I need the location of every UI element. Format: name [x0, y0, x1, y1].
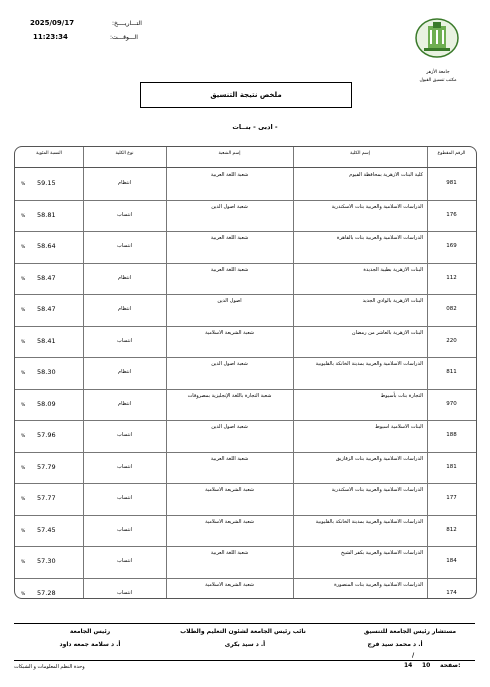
- cell-division: شعبة اصول الدين: [211, 361, 248, 367]
- cell-division: شعبة اللغة العربية: [210, 235, 249, 241]
- slash-mark: /: [412, 652, 415, 659]
- table-row: [15, 200, 476, 233]
- cell-college: البنات الازهرية بالوادي الجديد: [362, 298, 423, 304]
- cell-percent: 57.28: [37, 588, 56, 597]
- cell-unit: %: [21, 308, 26, 313]
- cell-percent: 58.41: [37, 336, 56, 345]
- cell-college: الدراسات الاسلامية والعربية بمدينة الخانكة بالقليوبية: [315, 518, 423, 525]
- cell-unit: %: [21, 213, 26, 219]
- cell-percent: 58.64: [37, 242, 56, 250]
- cell-division: شعبة اصول الدين: [211, 424, 248, 430]
- cell-unit: %: [21, 560, 26, 565]
- cell-college: البنات الازهرية بطيبة الجديدة: [363, 266, 423, 273]
- cell-percent: 57.96: [37, 431, 56, 439]
- cell-code: 184: [446, 558, 457, 564]
- cell-college: البنات الازهرية بالعاشر من رمضان: [351, 329, 423, 336]
- cell-unit: %: [21, 465, 26, 471]
- cell-division: شعبة الشريعة الاسلامية: [205, 329, 254, 336]
- cell-type: انتظام: [117, 400, 131, 407]
- header-type: نوع الكلية: [115, 151, 134, 156]
- cell-type: انتساب: [117, 432, 132, 438]
- table-row: [15, 546, 476, 579]
- table-row: [15, 263, 476, 296]
- table-row: [15, 357, 476, 390]
- table-row: [15, 294, 476, 327]
- table-row: [15, 326, 476, 359]
- cell-type: انتظام: [117, 274, 131, 281]
- sig2-name: أ. د سيد بكرى: [224, 641, 266, 648]
- section-subtitle: - ادبى - بنــات: [232, 123, 278, 131]
- sig3-title: رئيس الجامعة: [69, 628, 111, 635]
- cell-percent: 57.45: [37, 525, 56, 534]
- table-row: [15, 515, 476, 548]
- cell-percent: 58.47: [37, 305, 56, 313]
- table-row: [15, 483, 476, 516]
- table-row: [15, 452, 476, 485]
- cell-college: الدراسات الاسلامية والعربية بنات المنصورة: [334, 581, 423, 588]
- cell-type: انتساب: [117, 589, 132, 596]
- cell-division: اصول الدين: [217, 298, 242, 304]
- cell-percent: 58.47: [37, 273, 56, 282]
- cell-unit: %: [21, 591, 26, 597]
- cell-unit: %: [21, 434, 26, 439]
- table-row: [15, 389, 476, 422]
- cell-college: الدراسات الاسلامية والعربية بنات الاسكندرية: [331, 203, 423, 210]
- cell-type: انتظام: [117, 306, 131, 312]
- table-row: [15, 578, 476, 600]
- cell-percent: 57.77: [37, 494, 56, 502]
- sig2-title: نائب رئيس الجامعة لشئون التعليم والطلاب: [180, 628, 306, 635]
- cell-code: 176: [446, 211, 457, 218]
- cell-code: 174: [446, 589, 457, 596]
- cell-unit: %: [21, 245, 26, 250]
- cell-code: 220: [446, 337, 457, 344]
- page-total: 14: [404, 662, 413, 669]
- cell-type: انتظام: [117, 369, 131, 375]
- unit-name: وحدة النظم المعلومات و الشبكات: [14, 664, 85, 670]
- table-row: [15, 231, 476, 264]
- cell-division: شعبة الشريعة الاسلامية: [205, 581, 254, 588]
- cell-percent: 58.30: [37, 368, 56, 376]
- cell-college: كلية البنات الازهرية بمحافظة الفيوم: [349, 172, 423, 178]
- footer-rule: [14, 623, 475, 624]
- cell-code: 981: [446, 180, 457, 186]
- cell-percent: 57.30: [37, 557, 56, 565]
- university-name: جامعة الأزهر: [426, 70, 450, 75]
- sig3-name: أ. د سلامة جمعه داود: [59, 641, 121, 648]
- table-header: [15, 147, 476, 168]
- header-college: إسم الكلية: [350, 151, 370, 156]
- cell-type: انتساب: [117, 526, 132, 533]
- cell-code: 188: [446, 432, 457, 438]
- cell-code: 169: [446, 243, 457, 249]
- date-label: التـــاريــــخ:: [112, 20, 142, 27]
- cell-division: شعبة اللغة العربية: [210, 455, 249, 462]
- cell-type: انتظام: [117, 180, 131, 186]
- cell-type: انتساب: [117, 211, 132, 218]
- cell-code: 177: [446, 495, 457, 501]
- cell-college: الدراسات الاسلامية والعربية بنات الزقازيق: [335, 455, 423, 462]
- cell-college: البنات الاسلامية اسيوط: [375, 424, 423, 430]
- results-table: [14, 146, 477, 599]
- cell-division: شعبة التجارة باللغة الإنجليزية بمصروفات: [187, 392, 272, 399]
- date-value: 2025/09/17: [30, 19, 75, 27]
- cell-unit: %: [21, 339, 26, 345]
- cell-college: التجارة بنات بأسيوط: [380, 392, 423, 399]
- cell-percent: 58.09: [37, 399, 56, 408]
- cell-code: 812: [446, 526, 457, 533]
- cell-division: شعبة اللغة العربية: [210, 266, 249, 273]
- cell-percent: 57.79: [37, 462, 56, 471]
- sig1-title: مستشار رئيس الجامعة للتنسيق: [363, 628, 457, 635]
- cell-division: شعبة الشريعة الاسلامية: [205, 518, 254, 525]
- cell-college: الدراسات الاسلامية والعربية بمدينة الخانكة بالقليوبية: [315, 361, 423, 367]
- cell-division: شعبة اصول الدين: [211, 203, 248, 210]
- time-label: الـــوقـــت:: [110, 34, 138, 41]
- report-title: ملخص نتيجة التنسيق: [140, 82, 352, 108]
- header-percent: النسبة المئوية: [36, 151, 62, 156]
- cell-code: 181: [446, 463, 457, 470]
- cell-code: 811: [446, 369, 457, 375]
- cell-type: انتساب: [117, 495, 132, 501]
- cell-type: انتساب: [117, 463, 132, 470]
- cell-unit: %: [21, 371, 26, 376]
- header-division: إسم الشعبة: [218, 151, 241, 156]
- cell-division: شعبة اللغة العربية: [210, 550, 249, 556]
- cell-unit: %: [21, 528, 26, 534]
- cell-code: 112: [446, 274, 457, 281]
- cell-college: الدراسات الاسلامية والعربية بكفر الشيخ: [340, 550, 423, 556]
- page-label: صفحة:: [440, 662, 461, 669]
- cell-unit: %: [21, 402, 26, 408]
- cell-type: انتساب: [117, 243, 132, 249]
- cell-code: 970: [446, 400, 457, 407]
- cell-division: شعبة اللغة العربية: [210, 172, 249, 178]
- time-value: 11:23:34: [33, 33, 68, 41]
- cell-type: انتساب: [117, 558, 132, 564]
- cell-percent: 59.15: [37, 179, 56, 187]
- cell-unit: %: [21, 497, 26, 502]
- cell-college: الدراسات الاسلامية والعربية بنات بالقاهرة: [336, 235, 423, 241]
- sig1-name: أ. د محمد سيد فرج: [367, 641, 423, 648]
- cell-division: شعبة الشريعة الاسلامية: [205, 487, 254, 493]
- cell-type: انتساب: [117, 337, 132, 344]
- cell-unit: %: [21, 182, 26, 187]
- office-name: مكتب تنسيق القبول: [419, 78, 457, 83]
- cell-college: الدراسات الاسلامية والعربية بنات الاسكندرية: [331, 487, 423, 493]
- header-code: الرقم المقطوع: [437, 151, 466, 156]
- table-row: [15, 420, 476, 453]
- bottom-rule: [14, 660, 475, 661]
- cell-code: 082: [446, 306, 457, 312]
- al-azhar-logo: [414, 16, 460, 60]
- page-current: 10: [422, 662, 431, 669]
- table-row: [15, 168, 476, 201]
- cell-unit: %: [21, 276, 26, 282]
- cell-percent: 58.81: [37, 210, 56, 219]
